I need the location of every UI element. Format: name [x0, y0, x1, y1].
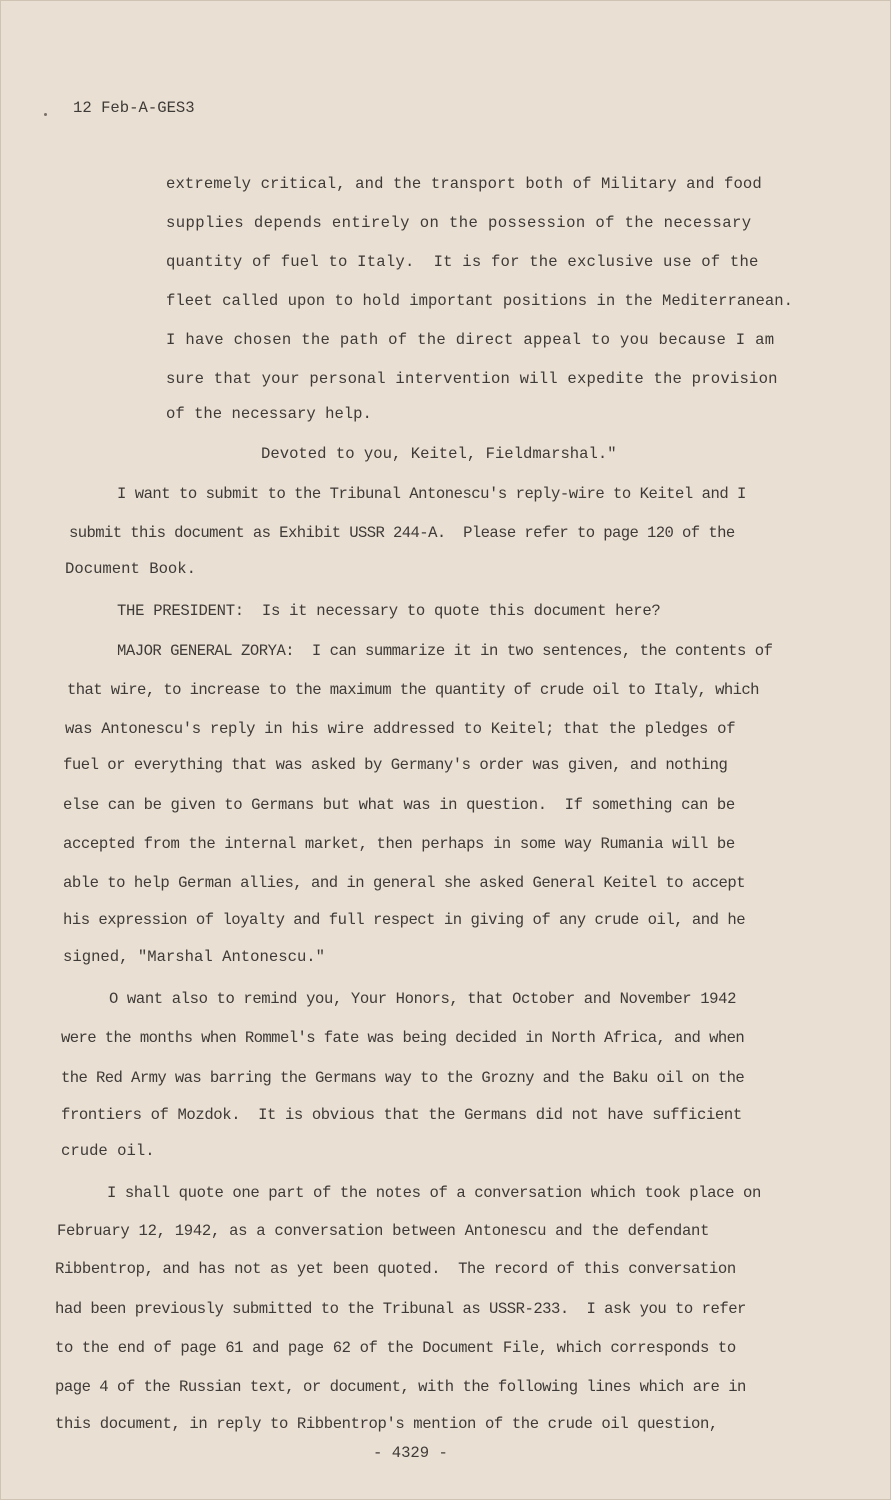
body-line: that wire, to increase to the maximum the quantity of crude oil to Italy, which — [67, 681, 759, 699]
body-line: had been previously submitted to the Tribunal as USSR-233. I ask you to refer — [55, 1300, 746, 1318]
body-line: I want to submit to the Tribunal Antonescu's reply-wire to Keitel and I — [117, 485, 746, 503]
body-line: to the end of page 61 and page 62 of the Document File, which corresponds to — [55, 1339, 736, 1357]
body-line: else can be given to Germans but what was in question. If something can be — [63, 796, 735, 814]
body-line: fleet called upon to hold important positions in the Mediterranean. — [166, 292, 793, 310]
body-line: Ribbentrop, and has not as yet been quoted. The record of this conversation — [55, 1260, 736, 1278]
body-line: able to help German allies, and in general she asked General Keitel to accept — [63, 874, 746, 892]
body-line: I shall quote one part of the notes of a conversation which took place on — [107, 1184, 761, 1202]
body-line: I have chosen the path of the direct appeal to you because I am — [166, 331, 775, 349]
body-line: Document Book. — [65, 560, 197, 578]
body-line: of the necessary help. — [166, 405, 372, 423]
body-line: the Red Army was barring the Germans way to the Grozny and the Baku oil on the — [61, 1069, 745, 1087]
body-line: fuel or everything that was asked by Germany's order was given, and nothing — [63, 756, 728, 774]
page-number: - 4329 - — [373, 1444, 448, 1462]
body-line: accepted from the internal market, then perhaps in some way Rumania will be — [63, 835, 735, 853]
body-line: February 12, 1942, as a conversation between Antonescu and the defendant — [57, 1222, 710, 1240]
body-line: signed, "Marshal Antonescu." — [63, 948, 326, 966]
body-line: extremely critical, and the transport both of Military and food — [166, 175, 762, 193]
body-line: page 4 of the Russian text, or document, with the following lines which are in — [55, 1378, 746, 1396]
body-line: O want also to remind you, Your Honors, that October and November 1942 — [109, 990, 737, 1008]
body-line: submit this document as Exhibit USSR 244-A. Please refer to page 120 of the — [69, 524, 735, 542]
body-line: quantity of fuel to Italy. It is for the exclusive use of the — [166, 253, 759, 271]
body-line: his expression of loyalty and full respect in giving of any crude oil, and he — [63, 911, 746, 929]
body-line: frontiers of Mozdok. It is obvious that the Germans did not have sufficient — [61, 1106, 742, 1124]
margin-mark — [44, 113, 47, 116]
speaker-line: THE PRESIDENT: Is it necessary to quote this document here? — [117, 602, 661, 620]
body-line: were the months when Rommel's fate was being decided in North Africa, and when — [61, 1029, 745, 1047]
body-line: was Antonescu's reply in his wire addressed to Keitel; that the pledges of — [65, 720, 736, 738]
body-line: crude oil. — [61, 1142, 155, 1160]
body-line: supplies depends entirely on the possession of the necessary — [166, 214, 752, 232]
closing-line: Devoted to you, Keitel, Fieldmarshal." — [261, 445, 617, 463]
page-reference-header: 12 Feb-A-GES3 — [73, 99, 195, 117]
body-line: this document, in reply to Ribbentrop's mention of the crude oil question, — [55, 1415, 718, 1433]
speaker-line: MAJOR GENERAL ZORYA: I can summarize it in two sentences, the contents of — [117, 642, 773, 660]
body-line: sure that your personal intervention will expedite the provision — [166, 370, 778, 388]
